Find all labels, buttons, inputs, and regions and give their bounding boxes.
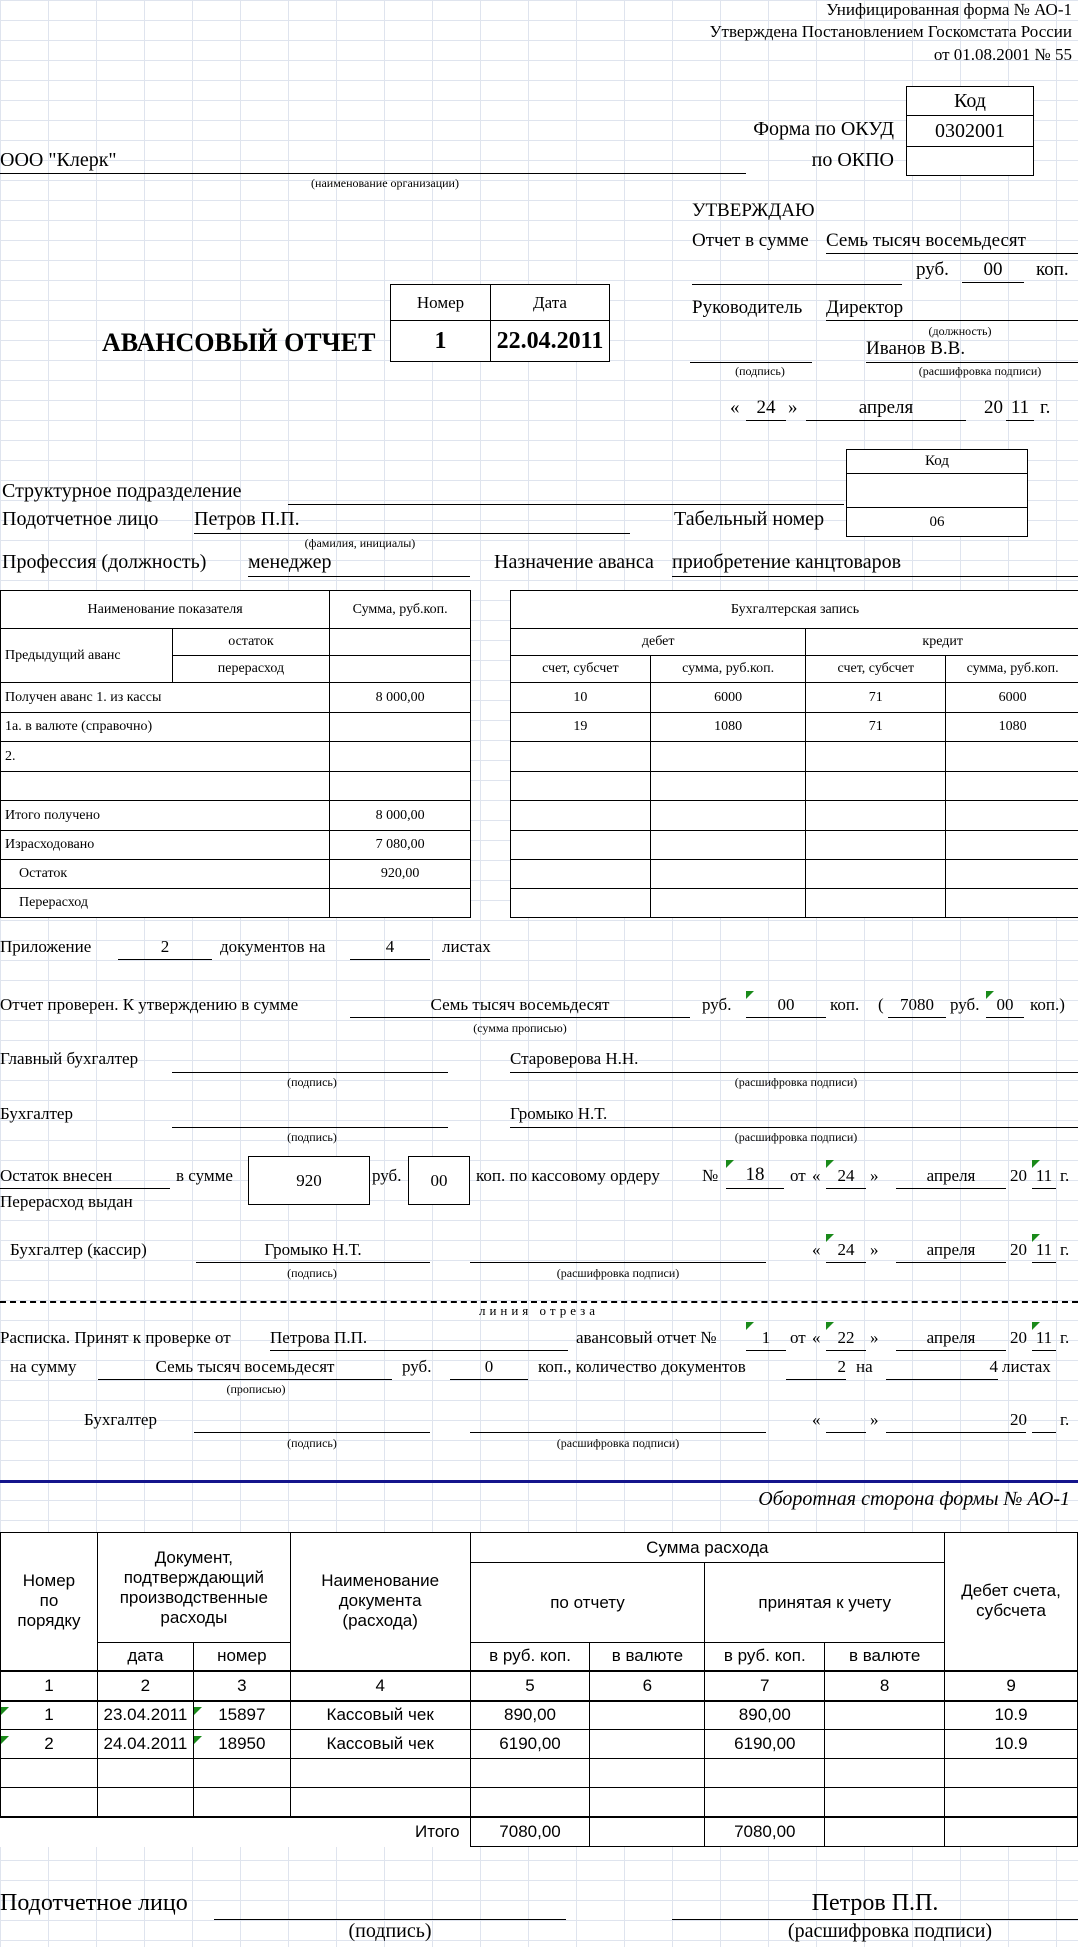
appendix-sheets-label: листах: [442, 937, 491, 956]
receipt-sheets: 4: [886, 1357, 998, 1380]
lt-row-sum: [330, 889, 471, 918]
lt-rest-sum: [330, 629, 471, 656]
rt-cell: [806, 860, 946, 889]
bt-colnum: 8: [825, 1671, 945, 1701]
rt-row: [511, 772, 1078, 801]
bt-cell: 10.9: [945, 1730, 1078, 1759]
back-person-label: Подотчетное лицо: [0, 1890, 188, 1916]
lt-h-name: Наименование показателя: [1, 591, 330, 629]
bt-colnum: 4: [290, 1671, 470, 1701]
person-name: Петров П.П.: [194, 508, 630, 534]
receipt-day: 22: [826, 1328, 866, 1351]
bt-row: [1, 1788, 1078, 1817]
receipt-sheets-label: листах: [1002, 1357, 1051, 1376]
bt-cell: [470, 1759, 590, 1788]
approve-sign-caption: (подпись): [735, 364, 785, 378]
receipt-day-blank: [826, 1410, 866, 1433]
acc-sign-caption: (подпись): [287, 1130, 337, 1144]
bt-row: [1, 1730, 1078, 1759]
bt-h-debit: Дебет счета, субсчета: [945, 1533, 1078, 1671]
bt-cell: [193, 1759, 290, 1788]
rt-cell: 71: [806, 713, 946, 742]
receipt-year-blank: [1032, 1410, 1056, 1433]
receipt-month-blank: [886, 1410, 1026, 1433]
cash-num-sign: №: [702, 1166, 719, 1185]
cash-g: г.: [1060, 1166, 1070, 1185]
lt-row-sum: [330, 772, 471, 801]
bt-cell: [825, 1788, 945, 1817]
lt-row-label: Израсходовано: [1, 831, 330, 860]
receipt-q-open: «: [812, 1328, 821, 1347]
cell-marker: [1, 1707, 9, 1715]
receipt-month: апреля: [896, 1328, 1006, 1351]
receipt-decode-line: [470, 1410, 766, 1433]
bt-colnum: 9: [945, 1671, 1078, 1701]
rt-cell: [946, 889, 1078, 918]
acc-name: Громыко Н.Т.: [510, 1104, 1078, 1128]
bt-colnum: 5: [470, 1671, 590, 1701]
lt-row-sum: [330, 742, 471, 772]
receipt-sum-words: Семь тысяч восемьдесят: [98, 1357, 392, 1380]
rt-cell: [806, 742, 946, 772]
bt-cell: [825, 1817, 945, 1847]
bt-h-sum: Сумма расхода: [470, 1533, 945, 1563]
receipt-q-close2: »: [870, 1410, 879, 1429]
tab-label: Табельный номер: [674, 508, 825, 530]
cash-rest-label: Остаток внесен: [0, 1166, 170, 1189]
bt-total-rub: 7080,00: [470, 1817, 590, 1847]
bt-cell: 890,00: [705, 1701, 825, 1730]
approve-rub-label: руб.: [916, 259, 949, 280]
approve-head-label: Руководитель: [692, 297, 803, 318]
bt-cell: 1: [1, 1701, 98, 1730]
bt-cell: 2: [1, 1730, 98, 1759]
bt-h-rub: в руб. коп.: [470, 1643, 590, 1671]
bt-cell: 6190,00: [470, 1730, 590, 1759]
bt-h-date: дата: [97, 1643, 193, 1671]
code-label: Код: [846, 449, 1028, 474]
approve-sum-words: Семь тысяч восемьдесят: [826, 230, 1078, 254]
rt-row: [511, 713, 1078, 742]
receipt-y20-2: 20: [1010, 1410, 1027, 1429]
rt-cell: [946, 742, 1078, 772]
rt-cell: 6000: [946, 683, 1078, 713]
cell-marker: [1, 1736, 9, 1744]
approve-quote-open: «: [730, 397, 740, 418]
appendix-label: Приложение: [0, 937, 92, 956]
bt-cell: [590, 1730, 705, 1759]
bt-cell: [290, 1759, 470, 1788]
receipt-acc-label: Бухгалтер: [84, 1410, 157, 1429]
cashier-q-close: »: [870, 1240, 879, 1259]
cashier-day: 24: [826, 1240, 866, 1263]
lt-row-label: Перерасход: [1, 889, 330, 918]
cash-month: апреля: [896, 1166, 1006, 1189]
okud-value: 0302001: [906, 115, 1034, 147]
back-sign-caption: (подпись): [348, 1920, 432, 1942]
rt-cell: 1080: [946, 713, 1078, 742]
left-table: [0, 590, 471, 918]
receipt-kop-val: 0: [450, 1357, 528, 1380]
chief-decode-caption: (расшифровка подписи): [734, 1075, 858, 1089]
struct-label: Структурное подразделение: [2, 480, 242, 502]
receipt-sign-caption: (подпись): [287, 1436, 337, 1450]
bt-cell: [470, 1788, 590, 1817]
chief-label: Главный бухгалтер: [0, 1049, 139, 1068]
back-title: Оборотная сторона формы № АО-1: [758, 1488, 1070, 1510]
rt-cell: 1080: [650, 713, 806, 742]
rt-row: [511, 860, 1078, 889]
bt-cell: [825, 1759, 945, 1788]
org-caption: (наименование организации): [311, 176, 459, 190]
approve-year-label: г.: [1040, 397, 1051, 418]
receipt-words-caption: (прописью): [226, 1382, 286, 1396]
rt-cell: 19: [511, 713, 651, 742]
bt-cell: 18950: [193, 1730, 290, 1759]
lt-row-label: Получен аванс 1. из кассы: [1, 683, 330, 713]
acc-sign-line: [172, 1103, 448, 1128]
approve-kop-value: 00: [962, 259, 1024, 283]
cell-marker: [194, 1736, 202, 1744]
bt-cell: [705, 1759, 825, 1788]
rt-cell: [511, 860, 651, 889]
bt-row: [1, 1759, 1078, 1788]
bt-cell: [825, 1701, 945, 1730]
receipt-kop-label: коп., количество документов: [538, 1357, 746, 1376]
bt-total-label: Итого: [1, 1817, 471, 1847]
cashier-y20: 20: [1010, 1240, 1027, 1259]
tab-value: 06: [846, 507, 1028, 537]
bt-cell: [590, 1759, 705, 1788]
lt-row-label: 1а. в валюте (справочно): [1, 713, 330, 742]
rt-col-sum: сумма, руб.коп.: [946, 656, 1078, 683]
checked-words-caption: (сумма прописью): [473, 1021, 567, 1035]
rt-cell: 6000: [650, 683, 806, 713]
receipt-from-name: Петрова П.П.: [270, 1328, 568, 1351]
rt-cell: [650, 860, 806, 889]
cashier-sign-caption: (подпись): [287, 1266, 337, 1280]
cash-kop-label: коп. по кассовому ордеру: [476, 1166, 660, 1185]
approve-sum-line2: [692, 262, 902, 285]
receipt-report-label: авансовый отчет №: [576, 1328, 717, 1347]
checked-rub: руб.: [702, 995, 732, 1014]
receipt-g2: г.: [1060, 1410, 1070, 1429]
bt-h-accepted: принятая к учету: [705, 1563, 945, 1643]
rt-row: [511, 683, 1078, 713]
cashier-q-open: «: [812, 1240, 821, 1259]
bt-cell: [590, 1788, 705, 1817]
rt-title: Бухгалтерская запись: [511, 591, 1078, 629]
rt-credit: кредит: [806, 629, 1078, 656]
lt-h-sum: Сумма, руб.коп.: [330, 591, 471, 629]
person-label: Подотчетное лицо: [2, 508, 159, 530]
acc-decode-caption: (расшифровка подписи): [734, 1130, 858, 1144]
lt-row-sum: 8 000,00: [330, 801, 471, 831]
lt-row-label: Итого получено: [1, 801, 330, 831]
cash-sum: 920: [248, 1156, 370, 1205]
receipt-rub: руб.: [402, 1357, 432, 1376]
rt-col-sum: сумма, руб.коп.: [650, 656, 806, 683]
checked-kop-val2: 00: [986, 995, 1024, 1018]
checked-paren: (: [878, 995, 884, 1014]
lt-over-sum: [330, 656, 471, 683]
bt-h-number: номер: [193, 1643, 290, 1671]
appendix-docs-label: документов на: [220, 937, 326, 956]
cashier-label: Бухгалтер (кассир): [10, 1240, 147, 1259]
receipt-report-num: 1: [746, 1328, 786, 1351]
approve-head-name: Иванов В.В.: [866, 338, 1078, 363]
rt-cell: [511, 831, 651, 860]
receipt-docs: 2: [786, 1357, 846, 1380]
bt-cell: [825, 1730, 945, 1759]
rt-cell: [511, 772, 651, 801]
bt-cell: [193, 1788, 290, 1817]
form-line-3: от 01.08.2001 № 55: [933, 45, 1072, 64]
checked-kop-val: 00: [746, 995, 826, 1018]
receipt-q-open2: «: [812, 1410, 821, 1429]
okpo-label: по ОКПО: [811, 149, 894, 171]
bt-colnum: 3: [193, 1671, 290, 1701]
bt-cell: 24.04.2011: [97, 1730, 193, 1759]
receipt-from: от: [790, 1328, 806, 1347]
form-line-2: Утверждена Постановлением Госкомстата России: [709, 22, 1072, 41]
bt-colnum: 6: [590, 1671, 705, 1701]
back-decode-caption: (расшифровка подписи): [787, 1920, 993, 1942]
bt-cell: [705, 1788, 825, 1817]
org-name: ООО "Клерк": [0, 149, 746, 174]
lt-row-label: [1, 772, 330, 801]
receipt-y11: 11: [1032, 1328, 1056, 1351]
report-title: АВАНСОВЫЙ ОТЧЕТ: [102, 328, 376, 357]
cashier-decode-caption: (расшифровка подписи): [556, 1266, 680, 1280]
appendix-sheets: 4: [350, 937, 430, 960]
approve-head-position: Директор: [826, 297, 1078, 321]
bt-cell: 15897: [193, 1701, 290, 1730]
report-number-label: Номер: [390, 284, 491, 321]
rt-cell: [946, 801, 1078, 831]
bt-h-doc: Документ, подтверждающий производственные расходы: [97, 1533, 290, 1643]
lt-row-sum: [330, 713, 471, 742]
cut-label: линия отреза: [478, 1303, 600, 1318]
bt-colnum: 2: [97, 1671, 193, 1701]
receipt-g: г.: [1060, 1328, 1070, 1347]
bt-cell: [590, 1817, 705, 1847]
receipt-y20: 20: [1010, 1328, 1027, 1347]
rt-cell: [650, 831, 806, 860]
purpose-value: приобретение канцтоваров: [672, 551, 1078, 577]
rt-row: [511, 742, 1078, 772]
approve-year-suffix: 11: [1006, 397, 1034, 421]
checked-num: 7080: [888, 995, 946, 1018]
approve-day: 24: [746, 397, 786, 421]
chief-name: Староверова Н.Н.: [510, 1049, 1078, 1073]
rt-cell: [511, 889, 651, 918]
okud-label: Форма по ОКУД: [753, 118, 894, 140]
rt-cell: [806, 801, 946, 831]
rt-col-acc: счет, субсчет: [806, 656, 946, 683]
cashier-g: г.: [1060, 1240, 1070, 1259]
lt-over-label: перерасход: [172, 656, 330, 683]
report-number: 1: [390, 320, 491, 362]
chief-sign-caption: (подпись): [287, 1075, 337, 1089]
bt-cell: [290, 1788, 470, 1817]
cashier-name: Громыко Н.Т.: [196, 1240, 430, 1263]
rt-cell: 71: [806, 683, 946, 713]
bt-colnum: 7: [705, 1671, 825, 1701]
chief-sign-line: [172, 1048, 448, 1073]
receipt-sum-label: на сумму: [10, 1357, 77, 1376]
appendix-docs: 2: [118, 937, 212, 960]
bt-cell: [945, 1759, 1078, 1788]
checked-words: Семь тысяч восемьдесят: [350, 995, 690, 1018]
checked-kop: коп.: [830, 995, 860, 1014]
bt-colnum: 1: [1, 1671, 98, 1701]
rt-cell: [946, 772, 1078, 801]
receipt-q-close: »: [870, 1328, 879, 1347]
struct-value: [288, 480, 844, 505]
cash-sum-label: в сумме: [176, 1166, 233, 1185]
cashier-month: апреля: [896, 1240, 1006, 1263]
bt-cell: [97, 1788, 193, 1817]
rt-cell: [946, 860, 1078, 889]
cash-rub: руб.: [372, 1166, 402, 1185]
cashier-y11: 11: [1032, 1240, 1056, 1263]
checked-rub2: руб.: [950, 995, 980, 1014]
rt-cell: [511, 742, 651, 772]
bt-cell: 23.04.2011: [97, 1701, 193, 1730]
approve-title: УТВЕРЖДАЮ: [692, 200, 815, 221]
lt-prev-label: Предыдущий аванс: [1, 629, 173, 683]
lt-rest-label: остаток: [172, 629, 330, 656]
approve-year-prefix: 20: [984, 397, 1003, 418]
rt-cell: [806, 831, 946, 860]
rt-cell: [946, 831, 1078, 860]
rt-cell: [806, 889, 946, 918]
receipt-on: на: [856, 1357, 873, 1376]
acc-label: Бухгалтер: [0, 1104, 73, 1123]
receipt-sign-line: [194, 1410, 430, 1433]
bt-h-report: по отчету: [470, 1563, 705, 1643]
page-separator: [0, 1480, 1078, 1483]
report-date-label: Дата: [490, 284, 610, 321]
position-caption: (должность): [928, 324, 992, 338]
name-caption: (фамилия, инициалы): [304, 536, 416, 550]
prof-label: Профессия (должность): [2, 551, 207, 573]
rt-cell: 10: [511, 683, 651, 713]
cashier-decode-line: [470, 1240, 766, 1263]
bt-cell: 10.9: [945, 1701, 1078, 1730]
bt-h-cur: в валюте: [590, 1643, 705, 1671]
report-date: 22.04.2011: [490, 320, 610, 362]
bt-cell: [1, 1759, 98, 1788]
cash-over-label: Перерасход выдан: [0, 1192, 133, 1211]
rt-col-acc: счет, субсчет: [511, 656, 651, 683]
bt-total-row: [1, 1817, 1078, 1847]
cell-marker: [194, 1707, 202, 1715]
receipt-decode-caption: (расшифровка подписи): [556, 1436, 680, 1450]
rt-cell: [650, 801, 806, 831]
approve-sum-label: Отчет в сумме: [692, 230, 809, 251]
bt-cell: [1, 1788, 98, 1817]
rt-cell: [806, 772, 946, 801]
lt-row-label: Остаток: [1, 860, 330, 889]
cash-q-close: »: [870, 1166, 879, 1185]
bt-cell: Кассовый чек: [290, 1701, 470, 1730]
cash-day: 24: [826, 1166, 866, 1189]
rt-cell: [650, 772, 806, 801]
bt-h-rub: в руб. коп.: [705, 1643, 825, 1671]
back-sign-line: [214, 1890, 566, 1920]
rt-cell: [650, 889, 806, 918]
bt-cell: 890,00: [470, 1701, 590, 1730]
bt-h-docname: Наименование документа (расхода): [290, 1533, 470, 1671]
prof-value: менеджер: [248, 551, 470, 577]
bt-cell: Кассовый чек: [290, 1730, 470, 1759]
purpose-label: Назначение аванса: [494, 551, 654, 573]
bt-cell: [945, 1788, 1078, 1817]
bt-cell: [945, 1817, 1078, 1847]
back-person-name: Петров П.П.: [672, 1890, 1078, 1920]
cash-q-open: «: [812, 1166, 821, 1185]
form-line-1: Унифицированная форма № АО-1: [826, 0, 1072, 19]
bt-cell: 6190,00: [705, 1730, 825, 1759]
bt-cell: [97, 1759, 193, 1788]
cash-y20: 20: [1010, 1166, 1027, 1185]
okpo-value: [906, 146, 1034, 176]
receipt-label: Расписка. Принят к проверке от: [0, 1328, 231, 1347]
rt-cell: [650, 742, 806, 772]
right-table: [510, 590, 1078, 918]
checked-label: Отчет проверен. К утверждению в сумме: [0, 995, 299, 1014]
struct-code: [846, 473, 1028, 508]
approve-kop-label: коп.: [1036, 259, 1069, 280]
lt-row-label: 2.: [1, 742, 330, 772]
lt-row-sum: 7 080,00: [330, 831, 471, 860]
approve-sign-line: [690, 338, 812, 363]
code-header: Код: [906, 86, 1034, 116]
lt-row-sum: 8 000,00: [330, 683, 471, 713]
lt-row-sum: 920,00: [330, 860, 471, 889]
bt-h-num: Номер по порядку: [1, 1533, 98, 1671]
cash-order-num: 18: [726, 1164, 784, 1189]
rt-cell: [511, 801, 651, 831]
bt-h-cur: в валюте: [825, 1643, 945, 1671]
back-table: [0, 1532, 1078, 1847]
rt-debit: дебет: [511, 629, 806, 656]
approve-quote-close: »: [788, 397, 798, 418]
rt-row: [511, 801, 1078, 831]
approve-month: апреля: [806, 397, 966, 421]
rt-row: [511, 831, 1078, 860]
cash-from: от: [790, 1166, 806, 1185]
bt-cell: [590, 1701, 705, 1730]
approve-decode-caption: (расшифровка подписи): [918, 364, 1042, 378]
bt-total-arub: 7080,00: [705, 1817, 825, 1847]
bt-row: [1, 1701, 1078, 1730]
checked-kop2: коп.): [1030, 995, 1065, 1014]
rt-row: [511, 889, 1078, 918]
cash-kop-val: 00: [408, 1156, 470, 1205]
cash-y11: 11: [1032, 1166, 1056, 1189]
